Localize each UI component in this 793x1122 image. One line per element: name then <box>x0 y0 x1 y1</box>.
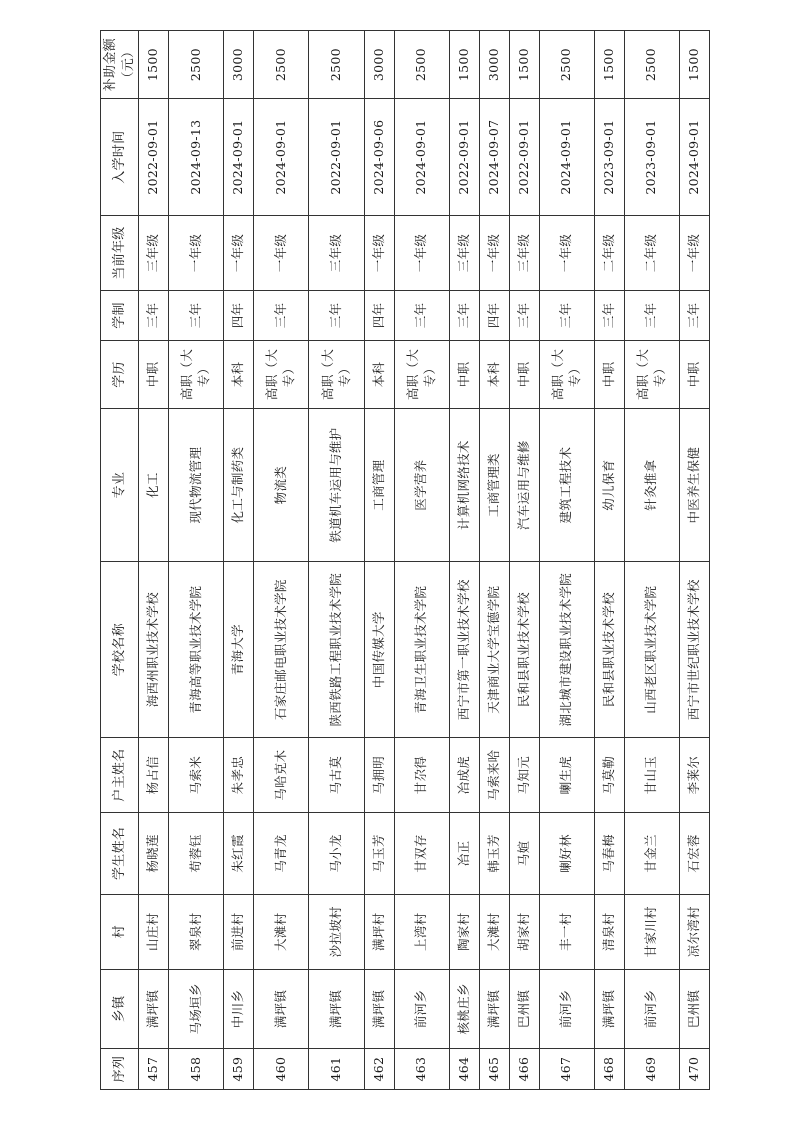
school-name-cell: 中国传媒大学 <box>364 562 394 738</box>
village-cell: 翠泉村 <box>168 894 223 969</box>
seq-cell: 461 <box>309 1049 364 1090</box>
seq-cell: 457 <box>139 1049 169 1090</box>
program-length-cell: 三年 <box>168 290 223 340</box>
subsidy-amount-cell: 3000 <box>479 31 509 99</box>
seq-cell: 459 <box>224 1049 254 1090</box>
enrollment-date-cell: 2024-09-01 <box>680 99 710 216</box>
student-name-cell: 马媗 <box>509 813 539 895</box>
table-body <box>139 31 710 1090</box>
current-grade-cell: 一年级 <box>224 216 254 291</box>
major-cell: 工商管理 <box>364 409 394 562</box>
education-cell: 本科 <box>224 340 254 408</box>
header-student-name: 学生姓名 <box>101 813 139 895</box>
enrollment-date-cell: 2023-09-01 <box>624 99 679 216</box>
school-name-cell: 石家庄邮电职业技术学院 <box>254 562 309 738</box>
student-name-cell: 马玉芳 <box>364 813 394 895</box>
school-name-cell: 民和县职业技术学校 <box>509 562 539 738</box>
student-name-cell: 朱红霞 <box>224 813 254 895</box>
subsidy-table <box>100 30 710 1090</box>
current-grade-cell: 一年级 <box>539 216 594 291</box>
education-cell: 中职 <box>449 340 479 408</box>
village-cell: 清泉村 <box>594 894 624 969</box>
table-row <box>394 31 449 1090</box>
school-name-cell: 天津商业大学宝德学院 <box>479 562 509 738</box>
householder-name-cell: 马索来哈 <box>479 738 509 813</box>
program-length-cell: 三年 <box>594 290 624 340</box>
school-name-cell: 陕西铁路工程职业技术学院 <box>309 562 364 738</box>
town-cell: 中川乡 <box>224 969 254 1048</box>
village-cell: 山庄村 <box>139 894 169 969</box>
subsidy-amount-cell: 1500 <box>680 31 710 99</box>
enrollment-date-cell: 2024-09-13 <box>168 99 223 216</box>
school-name-cell: 西宁市第一职业技术学校 <box>449 562 479 738</box>
current-grade-cell: 一年级 <box>394 216 449 291</box>
header-education: 学历 <box>101 340 139 408</box>
header-current-grade: 当前年级 <box>101 216 139 291</box>
student-name-cell: 冶正 <box>449 813 479 895</box>
education-cell: 中职 <box>680 340 710 408</box>
major-cell: 铁道机车运用与维护 <box>309 409 364 562</box>
householder-name-cell: 马古莫 <box>309 738 364 813</box>
enrollment-date-cell: 2024-09-07 <box>479 99 509 216</box>
village-cell: 上湾村 <box>394 894 449 969</box>
seq-cell: 460 <box>254 1049 309 1090</box>
current-grade-cell: 一年级 <box>168 216 223 291</box>
town-cell: 马场垣乡 <box>168 969 223 1048</box>
householder-name-cell: 朱孝忠 <box>224 738 254 813</box>
seq-cell: 458 <box>168 1049 223 1090</box>
subsidy-amount-cell: 1500 <box>594 31 624 99</box>
seq-cell: 462 <box>364 1049 394 1090</box>
table-row <box>539 31 594 1090</box>
subsidy-amount-cell: 2500 <box>309 31 364 99</box>
current-grade-cell: 二年级 <box>624 216 679 291</box>
education-cell: 中职 <box>139 340 169 408</box>
major-cell: 汽车运用与维修 <box>509 409 539 562</box>
current-grade-cell: 一年级 <box>254 216 309 291</box>
major-cell: 针灸推拿 <box>624 409 679 562</box>
householder-name-cell: 甘山玉 <box>624 738 679 813</box>
header-householder-name: 户主姓名 <box>101 738 139 813</box>
student-name-cell: 杨晓莲 <box>139 813 169 895</box>
enrollment-date-cell: 2022-09-01 <box>139 99 169 216</box>
major-cell: 中医养生保健 <box>680 409 710 562</box>
town-cell: 前河乡 <box>624 969 679 1048</box>
education-cell: 高职（大专） <box>539 340 594 408</box>
program-length-cell: 三年 <box>139 290 169 340</box>
householder-name-cell: 李莱尔 <box>680 738 710 813</box>
education-cell: 高职（大专） <box>309 340 364 408</box>
program-length-cell: 四年 <box>364 290 394 340</box>
major-cell: 建筑工程技术 <box>539 409 594 562</box>
current-grade-cell: 一年级 <box>479 216 509 291</box>
table-row <box>449 31 479 1090</box>
current-grade-cell: 三年级 <box>449 216 479 291</box>
subsidy-amount-cell: 3000 <box>364 31 394 99</box>
program-length-cell: 三年 <box>680 290 710 340</box>
village-cell: 沙拉坡村 <box>309 894 364 969</box>
seq-cell: 470 <box>680 1049 710 1090</box>
major-cell: 物流类 <box>254 409 309 562</box>
householder-name-cell: 马知元 <box>509 738 539 813</box>
table-row <box>680 31 710 1090</box>
program-length-cell: 三年 <box>449 290 479 340</box>
school-name-cell: 山西老区职业技术学院 <box>624 562 679 738</box>
school-name-cell: 西宁市世纪职业技术学校 <box>680 562 710 738</box>
major-cell: 化工 <box>139 409 169 562</box>
school-name-cell: 青海高等职业技术学院 <box>168 562 223 738</box>
seq-cell: 469 <box>624 1049 679 1090</box>
major-cell: 医学营养 <box>394 409 449 562</box>
table-row <box>509 31 539 1090</box>
householder-name-cell: 喇生虎 <box>539 738 594 813</box>
enrollment-date-cell: 2024-09-01 <box>539 99 594 216</box>
subsidy-amount-cell: 2500 <box>168 31 223 99</box>
education-cell: 中职 <box>509 340 539 408</box>
householder-name-cell: 马索米 <box>168 738 223 813</box>
subsidy-amount-cell: 3000 <box>224 31 254 99</box>
education-cell: 本科 <box>479 340 509 408</box>
town-cell: 前河乡 <box>394 969 449 1048</box>
village-cell: 大滩村 <box>254 894 309 969</box>
town-cell: 满坪镇 <box>479 969 509 1048</box>
current-grade-cell: 三年级 <box>309 216 364 291</box>
major-cell: 化工与制药类 <box>224 409 254 562</box>
table-row <box>594 31 624 1090</box>
town-cell: 巴州镇 <box>680 969 710 1048</box>
subsidy-amount-cell: 1500 <box>509 31 539 99</box>
subsidy-amount-cell: 1500 <box>449 31 479 99</box>
village-cell: 胡家村 <box>509 894 539 969</box>
program-length-cell: 四年 <box>224 290 254 340</box>
major-cell: 幼儿保育 <box>594 409 624 562</box>
table-row <box>168 31 223 1090</box>
seq-cell: 466 <box>509 1049 539 1090</box>
householder-name-cell: 马拥明 <box>364 738 394 813</box>
header-town: 乡镇 <box>101 969 139 1048</box>
program-length-cell: 三年 <box>539 290 594 340</box>
education-cell: 高职（大专） <box>394 340 449 408</box>
header-program-length: 学制 <box>101 290 139 340</box>
seq-cell: 463 <box>394 1049 449 1090</box>
town-cell: 满坪镇 <box>309 969 364 1048</box>
header-school-name: 学校名称 <box>101 562 139 738</box>
program-length-cell: 四年 <box>479 290 509 340</box>
table-row <box>224 31 254 1090</box>
current-grade-cell: 三年级 <box>509 216 539 291</box>
major-cell: 现代物流管理 <box>168 409 223 562</box>
education-cell: 本科 <box>364 340 394 408</box>
householder-name-cell: 杨占信 <box>139 738 169 813</box>
student-name-cell: 苟蓉钰 <box>168 813 223 895</box>
town-cell: 满坪镇 <box>594 969 624 1048</box>
header-subsidy-amount: 补助金额（元） <box>101 31 139 99</box>
subsidy-amount-cell: 2500 <box>539 31 594 99</box>
enrollment-date-cell: 2022-09-01 <box>509 99 539 216</box>
seq-cell: 467 <box>539 1049 594 1090</box>
education-cell: 高职（大专） <box>624 340 679 408</box>
table-row <box>479 31 509 1090</box>
seq-cell: 464 <box>449 1049 479 1090</box>
householder-name-cell: 冶成虎 <box>449 738 479 813</box>
seq-cell: 468 <box>594 1049 624 1090</box>
major-cell: 计算机网络技术 <box>449 409 479 562</box>
school-name-cell: 湖北城市建设职业技术学院 <box>539 562 594 738</box>
table-row <box>364 31 394 1090</box>
enrollment-date-cell: 2022-09-01 <box>449 99 479 216</box>
education-cell: 高职（大专） <box>254 340 309 408</box>
program-length-cell: 三年 <box>509 290 539 340</box>
town-cell: 核桃庄乡 <box>449 969 479 1048</box>
header-village: 村 <box>101 894 139 969</box>
current-grade-cell: 一年级 <box>364 216 394 291</box>
village-cell: 大滩村 <box>479 894 509 969</box>
town-cell: 满坪镇 <box>139 969 169 1048</box>
town-cell: 巴州镇 <box>509 969 539 1048</box>
village-cell: 陶家村 <box>449 894 479 969</box>
school-name-cell: 海西州职业技术学校 <box>139 562 169 738</box>
enrollment-date-cell: 2023-09-01 <box>594 99 624 216</box>
header-seq: 序列 <box>101 1049 139 1090</box>
current-grade-cell: 三年级 <box>139 216 169 291</box>
header-major: 专业 <box>101 409 139 562</box>
student-name-cell: 甘金兰 <box>624 813 679 895</box>
student-name-cell: 韩玉芳 <box>479 813 509 895</box>
village-cell: 满坪村 <box>364 894 394 969</box>
student-name-cell: 喇好林 <box>539 813 594 895</box>
table-row <box>624 31 679 1090</box>
student-name-cell: 马春梅 <box>594 813 624 895</box>
subsidy-amount-cell: 2500 <box>624 31 679 99</box>
header-row <box>101 31 139 1090</box>
village-cell: 丰一村 <box>539 894 594 969</box>
student-name-cell: 马小龙 <box>309 813 364 895</box>
householder-name-cell: 甘尕得 <box>394 738 449 813</box>
town-cell: 满坪镇 <box>254 969 309 1048</box>
enrollment-date-cell: 2024-09-01 <box>224 99 254 216</box>
program-length-cell: 三年 <box>394 290 449 340</box>
subsidy-table-rotated <box>100 30 710 1090</box>
program-length-cell: 三年 <box>254 290 309 340</box>
table-row <box>139 31 169 1090</box>
enrollment-date-cell: 2024-09-01 <box>254 99 309 216</box>
major-cell: 工商管理类 <box>479 409 509 562</box>
table-row <box>254 31 309 1090</box>
householder-name-cell: 马哈克木 <box>254 738 309 813</box>
education-cell: 高职（大专） <box>168 340 223 408</box>
subsidy-amount-cell: 2500 <box>254 31 309 99</box>
school-name-cell: 民和县职业技术学校 <box>594 562 624 738</box>
student-name-cell: 石宏蓉 <box>680 813 710 895</box>
subsidy-amount-cell: 1500 <box>139 31 169 99</box>
school-name-cell: 青海大学 <box>224 562 254 738</box>
table-row <box>309 31 364 1090</box>
enrollment-date-cell: 2024-09-01 <box>394 99 449 216</box>
village-cell: 前进村 <box>224 894 254 969</box>
current-grade-cell: 一年级 <box>680 216 710 291</box>
subsidy-amount-cell: 2500 <box>394 31 449 99</box>
householder-name-cell: 马莫勒 <box>594 738 624 813</box>
enrollment-date-cell: 2024-09-06 <box>364 99 394 216</box>
village-cell: 甘家川村 <box>624 894 679 969</box>
header-enrollment-date: 入学时间 <box>101 99 139 216</box>
town-cell: 前河乡 <box>539 969 594 1048</box>
enrollment-date-cell: 2022-09-01 <box>309 99 364 216</box>
village-cell: 凉尔湾村 <box>680 894 710 969</box>
student-name-cell: 马青龙 <box>254 813 309 895</box>
current-grade-cell: 二年级 <box>594 216 624 291</box>
program-length-cell: 三年 <box>624 290 679 340</box>
education-cell: 中职 <box>594 340 624 408</box>
program-length-cell: 三年 <box>309 290 364 340</box>
seq-cell: 465 <box>479 1049 509 1090</box>
school-name-cell: 青海卫生职业技术学院 <box>394 562 449 738</box>
student-name-cell: 甘双存 <box>394 813 449 895</box>
town-cell: 满坪镇 <box>364 969 394 1048</box>
